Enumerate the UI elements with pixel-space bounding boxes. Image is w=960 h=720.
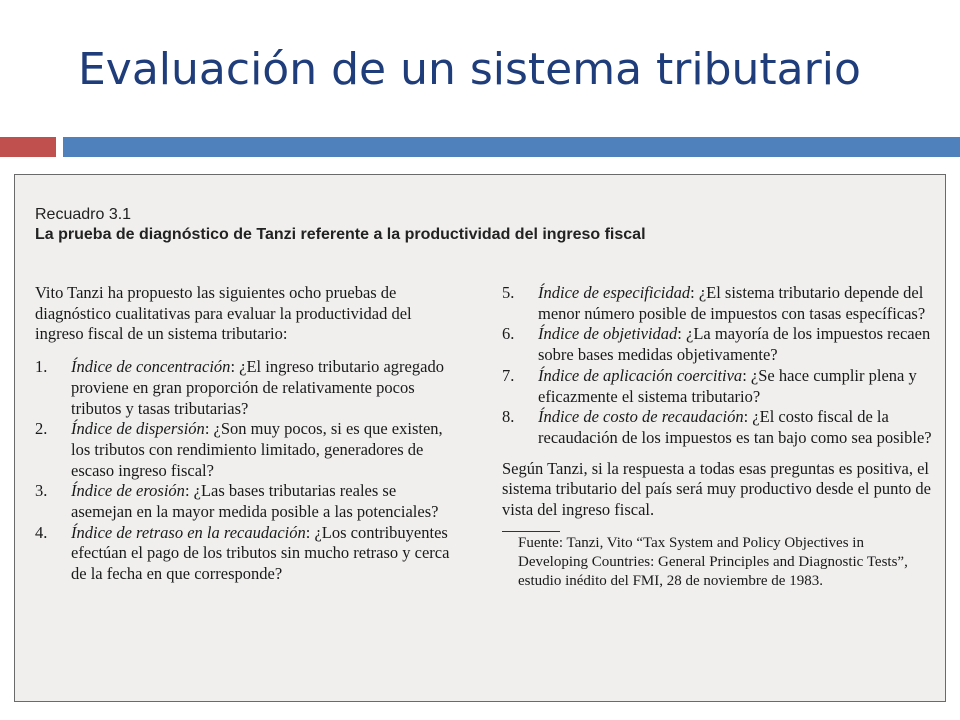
item-number: 5. [502, 283, 515, 302]
item-question: : ¿Se hace cumplir plena y eficazmente el sistema tributario? [538, 365, 917, 406]
item-number: 1. [35, 357, 48, 377]
list-item [502, 324, 932, 365]
item-text [538, 283, 932, 324]
list-item [502, 366, 932, 407]
item-term: Índice de retraso en la recaudación [71, 522, 306, 542]
criteria-list-right [502, 283, 932, 449]
slide-title: Evaluación de un sistema tributario [78, 44, 861, 95]
item-text [538, 324, 932, 365]
accent-bar-red [0, 137, 56, 157]
item-term: Índice de aplicación coercitiva [538, 365, 743, 385]
item-term: Índice de costo de recaudación [538, 407, 744, 427]
item-text [71, 357, 460, 419]
item-text [71, 481, 460, 522]
intro-paragraph: Vito Tanzi ha propuesto las siguientes ocho pruebas de diagnóstico cualitativas para evaluar la productividad del ingreso fiscal de un sistema tributario: [35, 283, 412, 344]
item-question: : ¿La mayoría de los impuestos recaen sobre bases medidas objetivamente? [538, 324, 931, 365]
right-column [502, 283, 932, 591]
item-question: : ¿El costo fiscal de la recaudación de los impuestos es tan bajo como sea posible? [538, 407, 932, 447]
item-question: : ¿El ingreso tributario agregado proviene en gran proporción de relativamente pocos tributos y tasas tributarias? [71, 357, 444, 418]
item-term: Índice de objetividad [538, 324, 678, 344]
text-box [14, 174, 946, 702]
footnote-rule [502, 531, 560, 532]
item-term: Índice de dispersión [71, 419, 205, 439]
box-label: Recuadro 3.1 [35, 206, 132, 223]
item-term: Índice de especificidad [538, 283, 691, 302]
item-number: 3. [35, 481, 48, 501]
item-number: 7. [502, 365, 515, 385]
list-item [502, 283, 932, 324]
item-number: 2. [35, 419, 48, 439]
item-number: 8. [502, 407, 515, 427]
list-item [35, 419, 460, 481]
item-question: : ¿El sistema tributario depende del menor número posible de impuestos con tasas específicas? [538, 283, 926, 323]
item-text [71, 419, 460, 481]
item-number: 6. [502, 324, 515, 344]
conclusion-paragraph: Según Tanzi, si la respuesta a todas esas preguntas es positiva, el sistema tributario del país será muy productivo desde el punto de vista del ingreso fiscal. [502, 458, 931, 520]
list-item [35, 523, 460, 585]
box-header [35, 205, 646, 245]
item-term: Índice de concentración [71, 357, 231, 377]
item-text [71, 523, 460, 585]
source-note: Fuente: Tanzi, Vito “Tax System and Policy Objectives in Developing Countries: General Principles and Diagnostic Tests”, estudio inédito del FMI, 28 de noviembre de 1983. [518, 534, 908, 589]
item-question: : ¿Son muy pocos, si es que existen, los tributos con rendimiento limitado, generadores de escaso ingreso fiscal? [71, 419, 443, 480]
item-question: : ¿Las bases tributarias reales se asemejan en la mayor medida posible a las potenciales? [71, 481, 439, 522]
item-number: 4. [35, 522, 48, 542]
list-item [35, 481, 460, 522]
item-text [538, 366, 932, 407]
item-question: : ¿Los contribuyentes efectúan el pago de los tributos sin mucho retraso y cerca de la fecha en que corresponde? [71, 522, 450, 584]
list-item [35, 357, 460, 419]
criteria-list-left [35, 357, 460, 585]
accent-bar-blue [63, 137, 960, 157]
item-text [538, 407, 932, 448]
item-term: Índice de erosión [71, 481, 185, 501]
box-title: La prueba de diagnóstico de Tanzi referente a la productividad del ingreso fiscal [35, 226, 646, 243]
list-item [502, 407, 932, 448]
left-column [35, 283, 460, 585]
